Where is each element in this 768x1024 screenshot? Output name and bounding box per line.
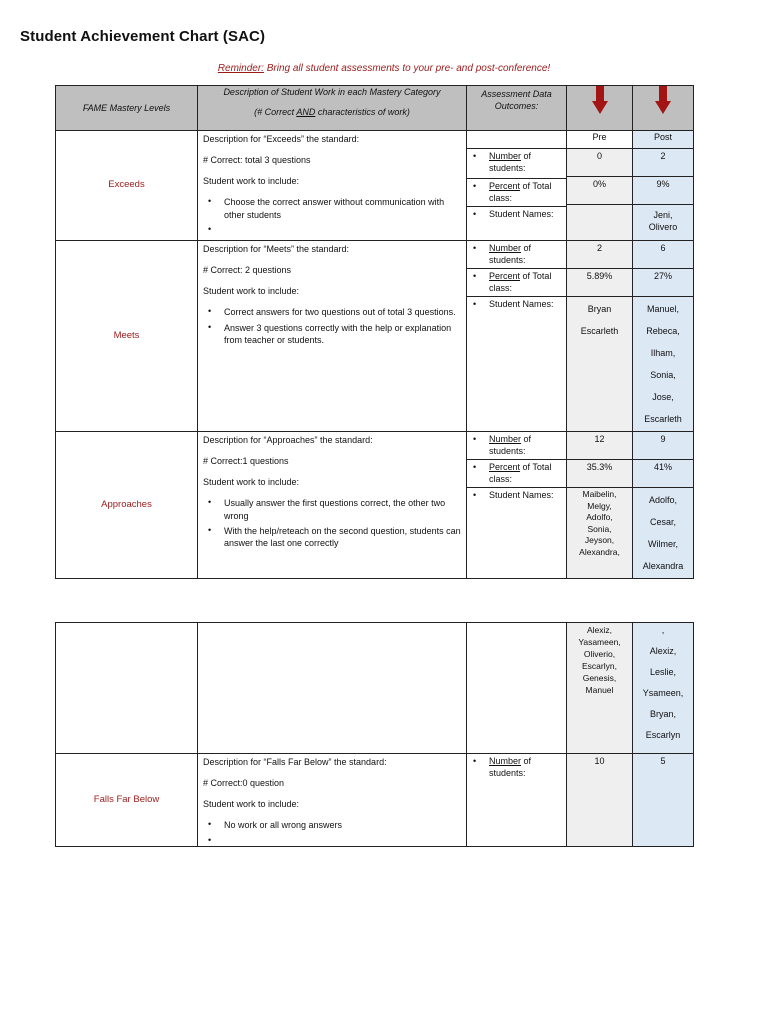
pre-approaches	[567, 432, 633, 579]
label-percent: • Percent of Total class:	[467, 179, 566, 207]
description-meets	[198, 241, 467, 432]
desc-bullet: • With the help/reteach on the second question, students can answer the last one correctly	[208, 525, 461, 549]
student-name: Wilmer,	[648, 539, 678, 549]
pre-percent: 5.89%	[567, 269, 632, 297]
desc-title: Description for “Exceeds” the standard:	[203, 134, 360, 144]
student-name: Alexandra,	[579, 546, 620, 557]
row-approaches-continued	[56, 623, 694, 754]
sac-table-continued	[55, 622, 694, 847]
description-exceeds	[198, 131, 467, 241]
sac-table	[55, 85, 694, 579]
pre-names	[567, 297, 632, 343]
label-names: • Student Names:	[467, 207, 566, 239]
post-number: 9	[633, 432, 693, 460]
outcomes-exceeds	[467, 131, 567, 241]
desc-title: Description for “Approaches” the standard:	[203, 435, 373, 445]
header-description	[198, 86, 467, 131]
pre-falls-far-below	[567, 754, 633, 847]
post-names	[633, 619, 693, 747]
reminder-lead: Reminder:	[217, 63, 264, 74]
desc-title: Description for “Meets” the standard:	[203, 244, 350, 254]
level-meets: Meets	[56, 241, 198, 432]
header-description-line1: Description of Student Work in each Mastery Category	[223, 87, 441, 97]
label-names: • Student Names:	[467, 297, 566, 311]
description-approaches	[198, 432, 467, 579]
desc-correct: # Correct: 2 questions	[203, 265, 292, 276]
post-exceeds	[633, 131, 694, 241]
level-approaches: Approaches	[56, 432, 198, 579]
desc-bullet: • Usually answer the first questions correct, the other two wrong	[208, 497, 461, 521]
student-name: Alexiz,	[586, 625, 613, 635]
pre-percent: 35.3%	[567, 460, 632, 488]
student-name: Bryan	[587, 304, 612, 314]
student-name: Jeyson,	[584, 535, 615, 545]
outcomes-falls-far-below	[467, 754, 567, 847]
pre-number: 10	[594, 756, 605, 766]
arrow-down-icon	[655, 86, 671, 114]
row-approaches	[56, 432, 694, 579]
student-name: Escarleth	[580, 326, 619, 336]
label-number: • Number of students:	[467, 754, 566, 781]
student-name: Escarleth	[644, 414, 682, 424]
label-names: • Student Names:	[467, 488, 566, 502]
student-name: Rebeca,	[646, 326, 680, 336]
student-name: Yasameen,	[578, 637, 621, 647]
pre-names	[567, 623, 632, 697]
desc-correct: # Correct: total 3 questions	[203, 155, 311, 166]
header-row	[56, 86, 694, 131]
desc-correct: # Correct:0 question	[203, 778, 285, 789]
header-mastery-levels: FAME Mastery Levels	[56, 86, 198, 131]
student-name: Manuel,	[646, 304, 680, 314]
student-name: Melgy,	[587, 500, 612, 511]
post-meets	[633, 241, 694, 432]
arrow-down-icon	[592, 86, 608, 114]
page-title: Student Achievement Chart (SAC)	[20, 28, 266, 45]
reminder-line	[0, 63, 768, 74]
description-falls-far-below	[198, 754, 467, 847]
pre-names	[567, 205, 632, 207]
post-falls-far-below	[633, 754, 694, 847]
level-falls-far-below: Falls Far Below	[56, 754, 198, 847]
row-meets	[56, 241, 694, 432]
student-name: Jose,	[652, 392, 674, 402]
label-percent: • Percent of Total class:	[467, 460, 566, 488]
pre-column-header: Pre	[567, 131, 632, 149]
label-number: • Number of students:	[467, 432, 566, 460]
header-outcomes: Assessment Data Outcomes:	[467, 86, 567, 131]
desc-bullet: • Correct answers for two questions out of total 3 questions.	[208, 306, 461, 318]
desc-title: Description for “Falls Far Below” the standard:	[203, 757, 387, 767]
post-percent: 41%	[633, 460, 693, 488]
student-name: Jeni,	[653, 210, 673, 220]
desc-correct: # Correct:1 questions	[203, 456, 289, 467]
student-name: Manuel	[585, 685, 614, 695]
post-percent: 27%	[633, 269, 693, 297]
pre-names	[567, 488, 632, 559]
student-name: ,	[661, 625, 665, 635]
post-names-continued-cell	[633, 623, 694, 754]
header-pre-arrow-cell	[567, 86, 633, 131]
pre-meets	[567, 241, 633, 432]
post-approaches	[633, 432, 694, 579]
outcomes-meets	[467, 241, 567, 432]
student-name: Ysameen,	[642, 688, 684, 698]
desc-work: Student work to include:	[203, 176, 300, 187]
reminder-text: Bring all student assessments to your pre- and post-conference!	[263, 63, 551, 74]
row-exceeds	[56, 131, 694, 241]
post-percent: 9%	[633, 177, 693, 205]
post-names	[633, 297, 693, 431]
student-name: Alexiz,	[649, 646, 677, 656]
post-names	[633, 488, 693, 578]
student-name: Olivero	[648, 222, 678, 232]
pre-names-continued-cell	[567, 623, 633, 754]
pre-percent: 0%	[567, 177, 632, 205]
student-name: Escarlyn,	[582, 661, 617, 671]
label-number: • Number of students:	[467, 241, 566, 269]
label-number: • Number of students:	[467, 149, 566, 179]
student-name: Escarlyn	[645, 730, 681, 740]
label-percent: • Percent of Total class:	[467, 269, 566, 297]
post-number: 2	[633, 149, 693, 177]
level-exceeds: Exceeds	[56, 131, 198, 241]
post-column-header: Post	[633, 131, 693, 149]
student-name: Cesar,	[649, 517, 676, 527]
pre-number: 12	[567, 432, 632, 460]
outcomes-approaches	[467, 432, 567, 579]
student-name: Oliverio,	[583, 649, 616, 659]
pre-number: 0	[567, 149, 632, 177]
pre-exceeds	[567, 131, 633, 241]
student-name: Bryan,	[649, 709, 676, 719]
desc-bullet: • Choose the correct answer without communication with other students	[208, 196, 461, 220]
desc-work: Student work to include:	[203, 477, 300, 488]
post-names	[633, 205, 693, 234]
header-post-arrow-cell	[633, 86, 694, 131]
student-name: Adolfo,	[648, 495, 678, 505]
desc-bullet: • No work or all wrong answers	[208, 819, 461, 831]
student-name: Ilham,	[650, 348, 676, 358]
student-name: Leslie,	[649, 667, 676, 677]
student-name: Alexandra	[642, 561, 684, 571]
post-number: 5	[660, 756, 666, 766]
student-name: Sonia,	[587, 523, 612, 534]
student-name: Adolfo,	[586, 512, 613, 522]
student-name: Genesis,	[582, 673, 617, 683]
pre-number: 2	[567, 241, 632, 269]
desc-work: Student work to include:	[203, 286, 300, 297]
header-description-line2: (# Correct AND characteristics of work)	[254, 107, 410, 118]
desc-bullet: • Answer 3 questions correctly with the help or explanation from teacher or students.	[208, 322, 461, 346]
desc-work: Student work to include:	[203, 799, 300, 810]
row-falls-far-below	[56, 754, 694, 847]
post-number: 6	[633, 241, 693, 269]
student-name: Sonia,	[650, 370, 676, 380]
student-name: Maibelin,	[582, 489, 617, 499]
